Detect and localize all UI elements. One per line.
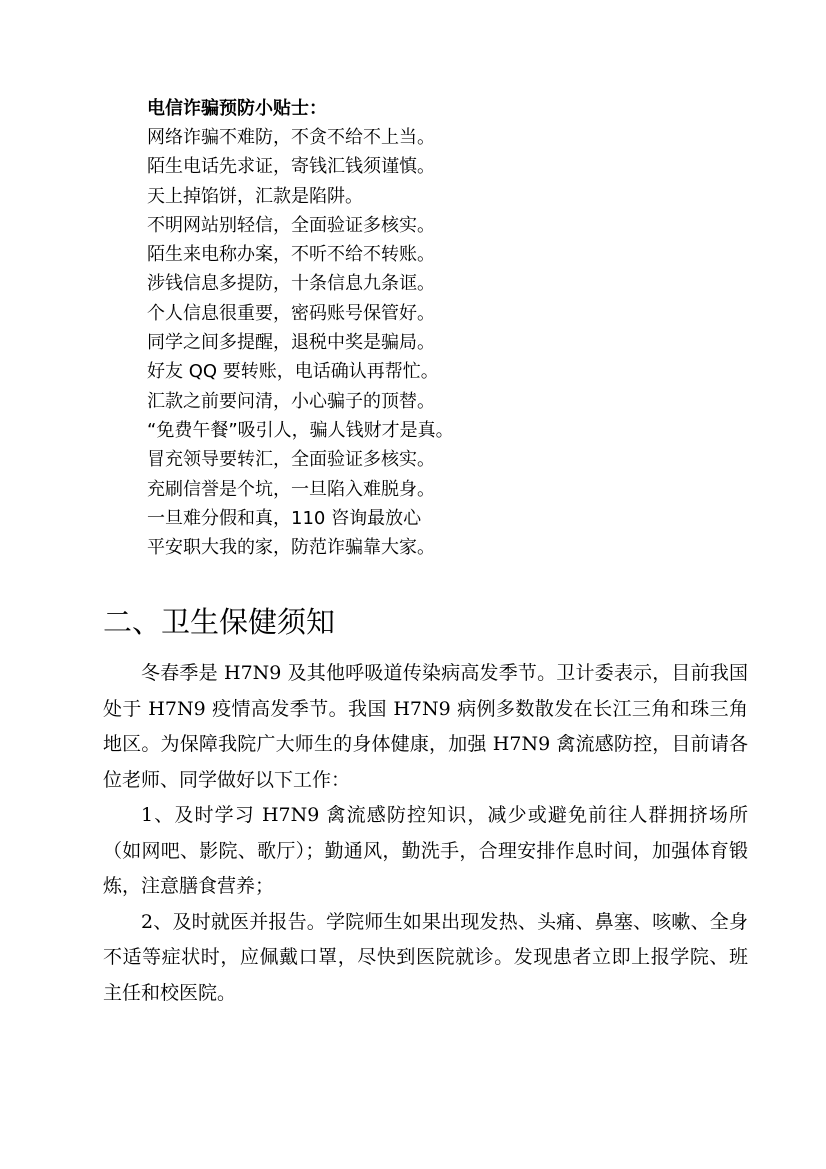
tip-line: 个人信息很重要，密码账号保管好。 [147, 302, 435, 324]
health-notice-body [103, 656, 748, 1011]
section-heading-health: 二、卫生保健须知 [103, 605, 336, 639]
tip-line: 一旦难分假和真，110 咨询最放心 [147, 507, 422, 529]
tip-line: 网络诈骗不难防，不贪不给不上当。 [147, 127, 435, 148]
tip-line: 汇款之前要问清，小心骗子的顶替。 [147, 390, 435, 412]
tip-line: 陌生电话先求证，寄钱汇钱须谨慎。 [147, 156, 435, 178]
fraud-tips-title: 电信诈骗预防小贴士： [147, 98, 327, 119]
tip-line: 涉钱信息多提防，十条信息九条诓。 [147, 273, 435, 295]
body-paragraph: 冬春季是 H7N9 及其他呼吸道传染病高发季节。卫计委表示，目前我国处于 H7N9 疫情高发季节。我国 H7N9 病例多数散发在长江三角和珠三角地区。为保障我院广大师生的身体健康，加强 H7N9 禽流感防控，目前请各位老师、同学做好以下工作： [103, 662, 748, 791]
tip-line: 不明网站别轻信，全面验证多核实。 [147, 214, 435, 236]
tip-line: 充刷信誉是个坑，一旦陷入难脱身。 [147, 478, 435, 500]
fraud-tips-block [147, 94, 454, 562]
tip-line: “免费午餐”吸引人，骗人钱财才是真。 [147, 419, 454, 441]
tip-line: 冒充领导要转汇，全面验证多核实。 [147, 449, 435, 471]
tip-line: 陌生来电称办案，不听不给不转账。 [147, 244, 435, 266]
tip-line: 好友 QQ 要转账，电话确认再帮忙。 [147, 361, 439, 383]
body-paragraph: 1、及时学习 H7N9 禽流感防控知识，减少或避免前往人群拥挤场所（如网吧、影院、歌厅）；勤通风，勤洗手，合理安排作息时间，加强体育锻炼，注意膳食营养； [103, 804, 748, 897]
body-paragraph: 2、及时就医并报告。学院师生如果出现发热、头痛、鼻塞、咳嗽、全身不适等症状时，应佩戴口罩，尽快到医院就诊。发现患者立即上报学院、班主任和校医院。 [103, 910, 748, 1004]
tip-line: 天上掉馅饼，汇款是陷阱。 [147, 185, 363, 207]
tip-line: 平安职大我的家，防范诈骗靠大家。 [147, 537, 435, 559]
tip-line: 同学之间多提醒，退税中奖是骗局。 [147, 332, 435, 354]
